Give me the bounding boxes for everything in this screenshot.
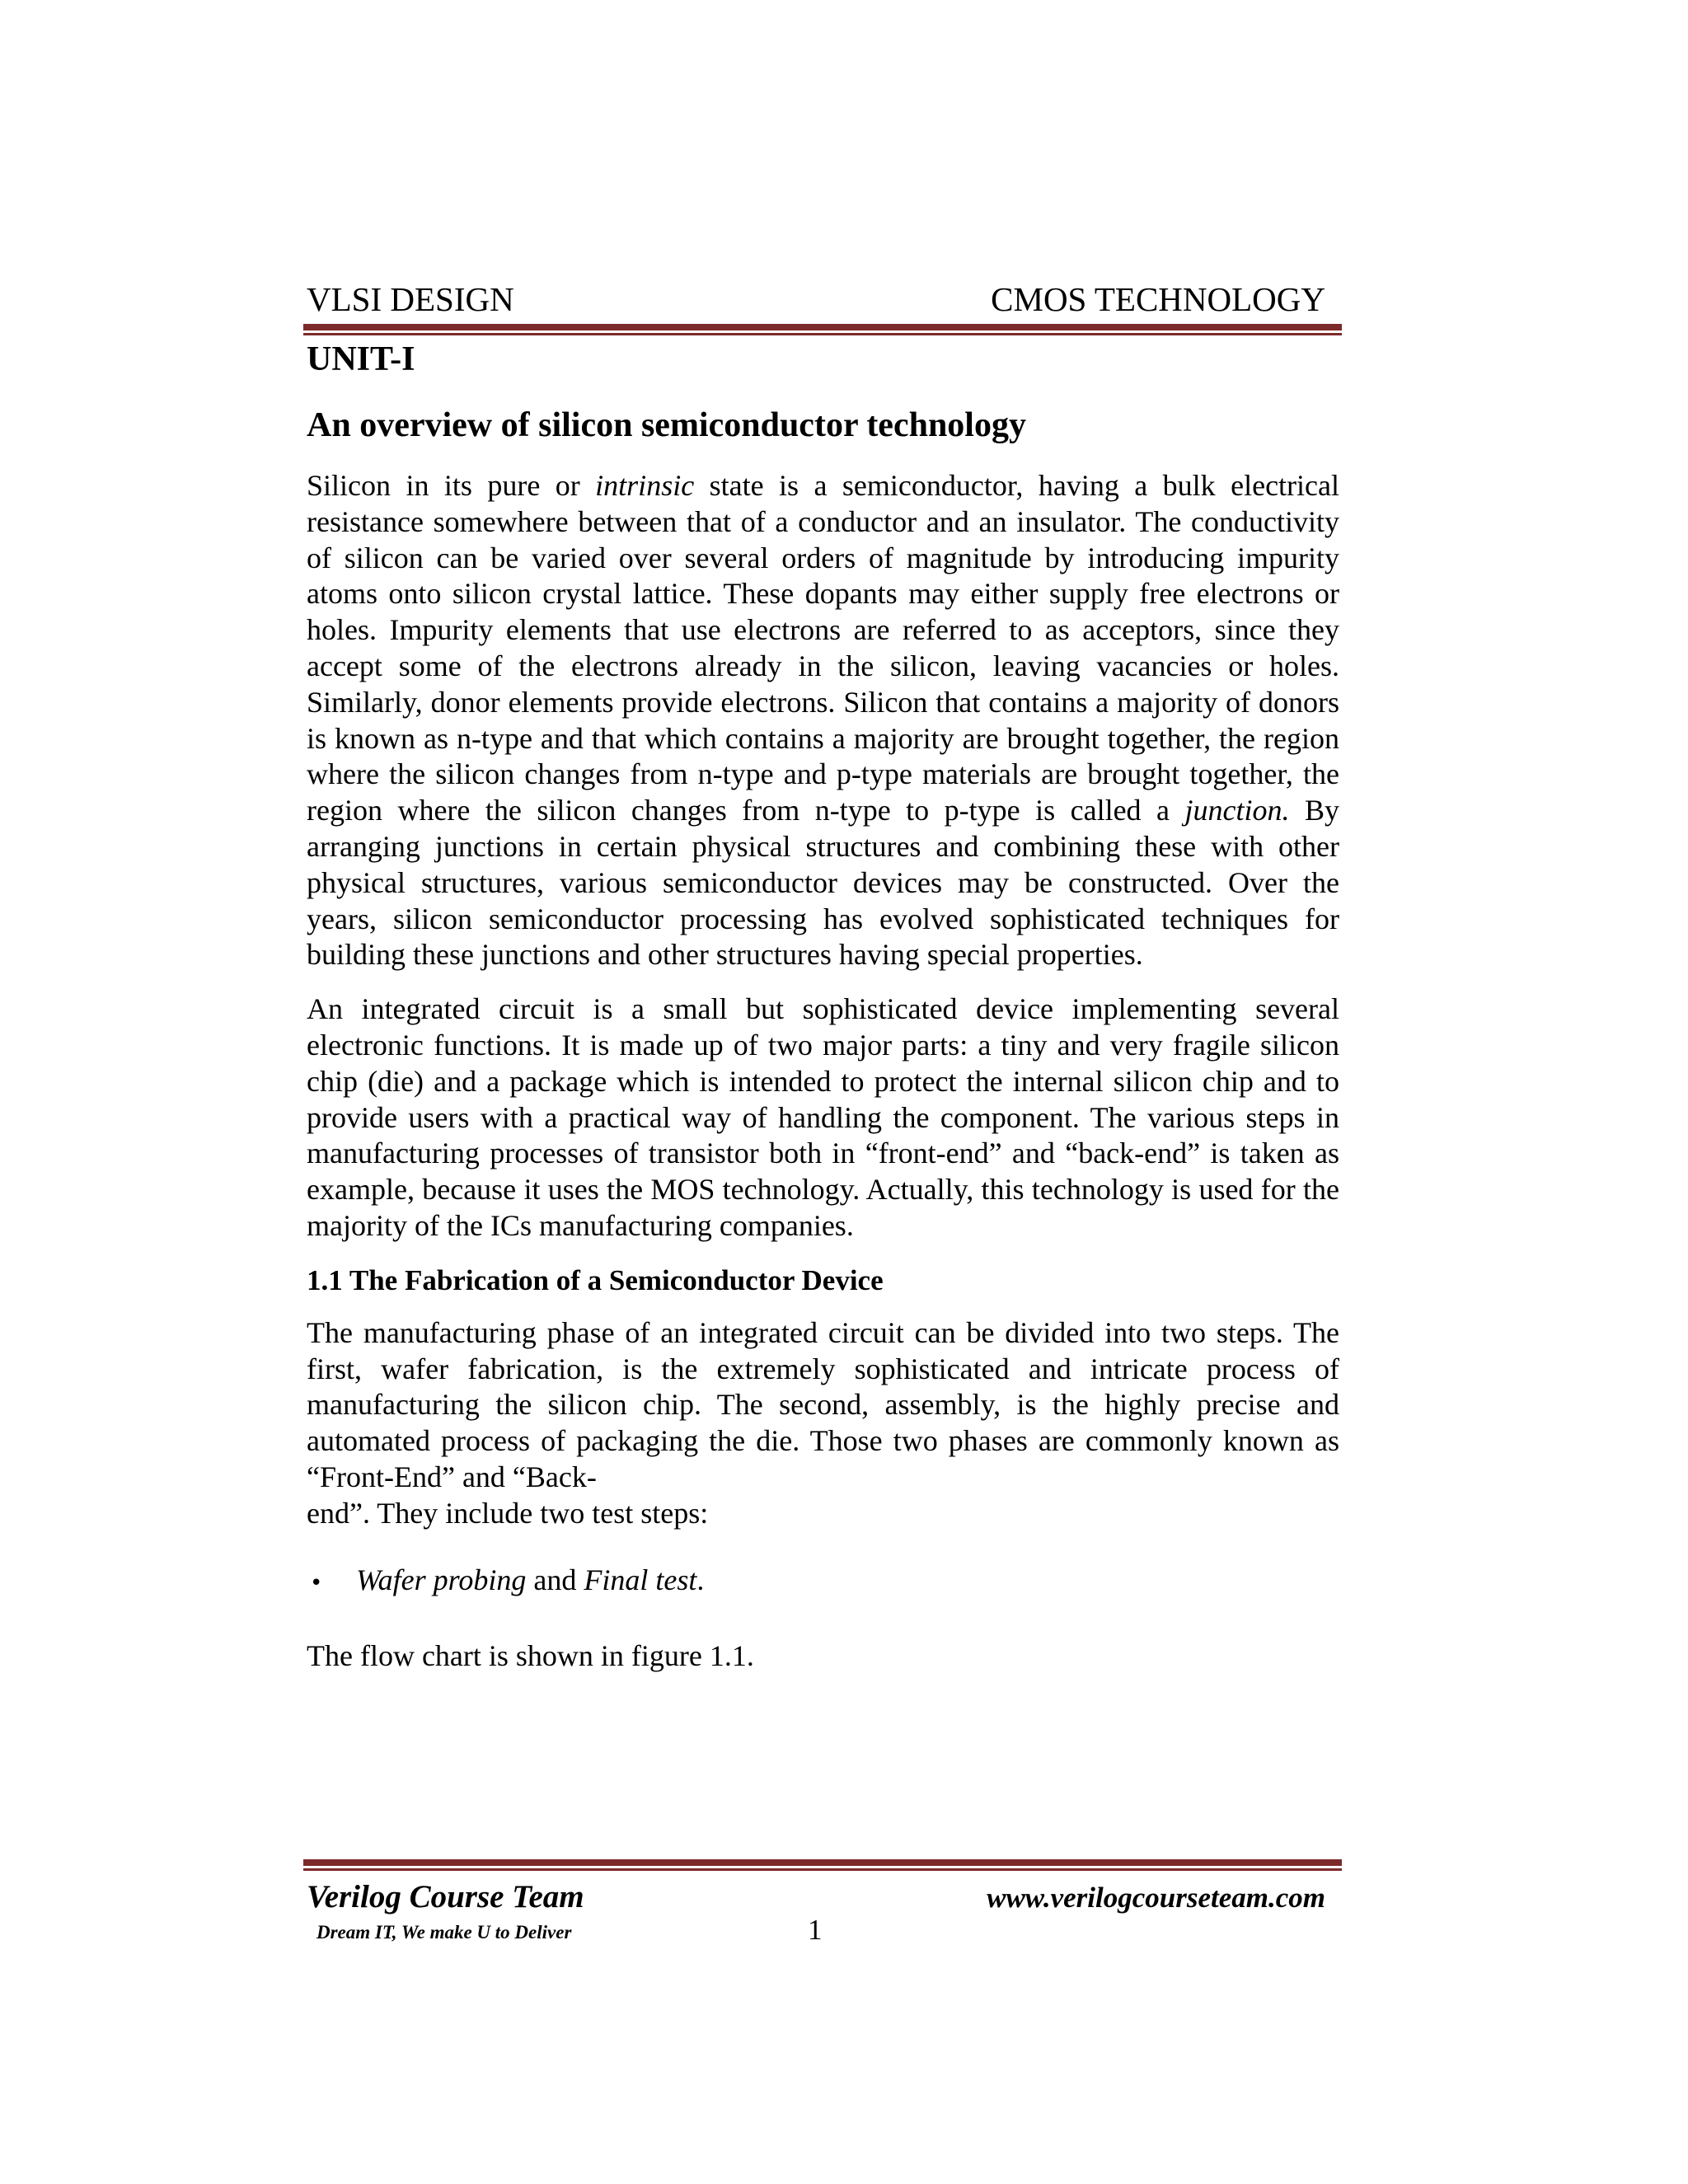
- page-number: 1: [808, 1914, 823, 1946]
- header-divider: [303, 324, 1342, 335]
- paragraph-intro: [307, 468, 1339, 973]
- emphasis-final-test: Final test: [584, 1563, 697, 1596]
- header-course-title: VLSI DESIGN: [307, 280, 514, 318]
- paragraph-text: By arranging junctions in certain physical structures and combining these with other physical structures, various semiconductor devices may be constructed. Over the years, silicon semiconductor processing has evolved sophisticated techniques for building these junctions and other structures having special properties.: [307, 794, 1339, 972]
- header-chapter-title: CMOS TECHNOLOGY: [991, 280, 1325, 318]
- main-content: [307, 338, 1339, 1674]
- paragraph-integrated-circuit: An integrated circuit is a small but sophisticated device implementing several electronic functions. It is made up of two major parts: a tiny and very fragile silicon chip (die) and a package which is intended to protect the internal silicon chip and to provide users with a practical way of handling the component. The various steps in manufacturing processes of transistor both in “front-end” and “back-end” is taken as example, because it uses the MOS technology. Actually, this technology is used for the majority of the ICs manufacturing companies.: [307, 992, 1339, 1242]
- paragraph-text: The manufacturing phase of an integrated circuit can be divided into two steps. The first, wafer fabrication, is the extremely sophisticated and intricate process of manufacturing the silicon chip. The second, assembly, is the highly precise and automated process of packaging the die. Those two phases are commonly known as “Front-End” and “Back-: [307, 1315, 1339, 1493]
- paragraph-text: state is a semiconductor, having a bulk electrical resistance somewhere between that of a conductor and an insulator. The conductivity of silicon can be varied over several orders of magnitude by introducing impurity atoms onto silicon crystal lattice. These dopants may either supply free electrons or holes. Impurity elements that use electrons are referred to as acceptors, since they accept some of the electrons already in the silicon, leaving vacancies or holes. Similarly, donor elements provide electrons. Silicon that contains a majority of donors is known as n-type and that which contains a majority are brought together, the region where the silicon changes from n-type and p-type materials are brought together, the region where the silicon changes from n-type to p-type is called a: [307, 469, 1339, 827]
- unit-title: UNIT-I: [307, 340, 415, 378]
- footer-team-name: Verilog Course Team: [307, 1879, 584, 1915]
- list-item-text: [356, 1562, 704, 1598]
- footer-divider: [303, 1859, 1342, 1871]
- flow-chart-note: The flow chart is shown in figure 1.1.: [307, 1638, 754, 1672]
- emphasis-intrinsic: intrinsic: [595, 469, 695, 502]
- footer-tagline: Dream IT, We make U to Deliver: [316, 1922, 572, 1943]
- footer-website-link[interactable]: www.verilogcourseteam.com: [987, 1882, 1325, 1914]
- section-title: An overview of silicon semiconductor technology: [307, 406, 1026, 444]
- paragraph-text: end”. They include two test steps:: [307, 1496, 709, 1530]
- bullet-icon: •: [310, 1570, 323, 1596]
- list-item: [307, 1562, 1339, 1601]
- emphasis-wafer-probing: Wafer probing: [356, 1563, 527, 1596]
- subsection-title: 1.1 The Fabrication of a Semiconductor Device: [307, 1263, 884, 1296]
- emphasis-junction: junction.: [1184, 794, 1290, 827]
- paragraph-manufacturing: [307, 1315, 1339, 1532]
- paragraph-text: and: [526, 1563, 584, 1596]
- paragraph-text: .: [696, 1563, 705, 1596]
- paragraph-text: Silicon in its pure or: [307, 469, 596, 502]
